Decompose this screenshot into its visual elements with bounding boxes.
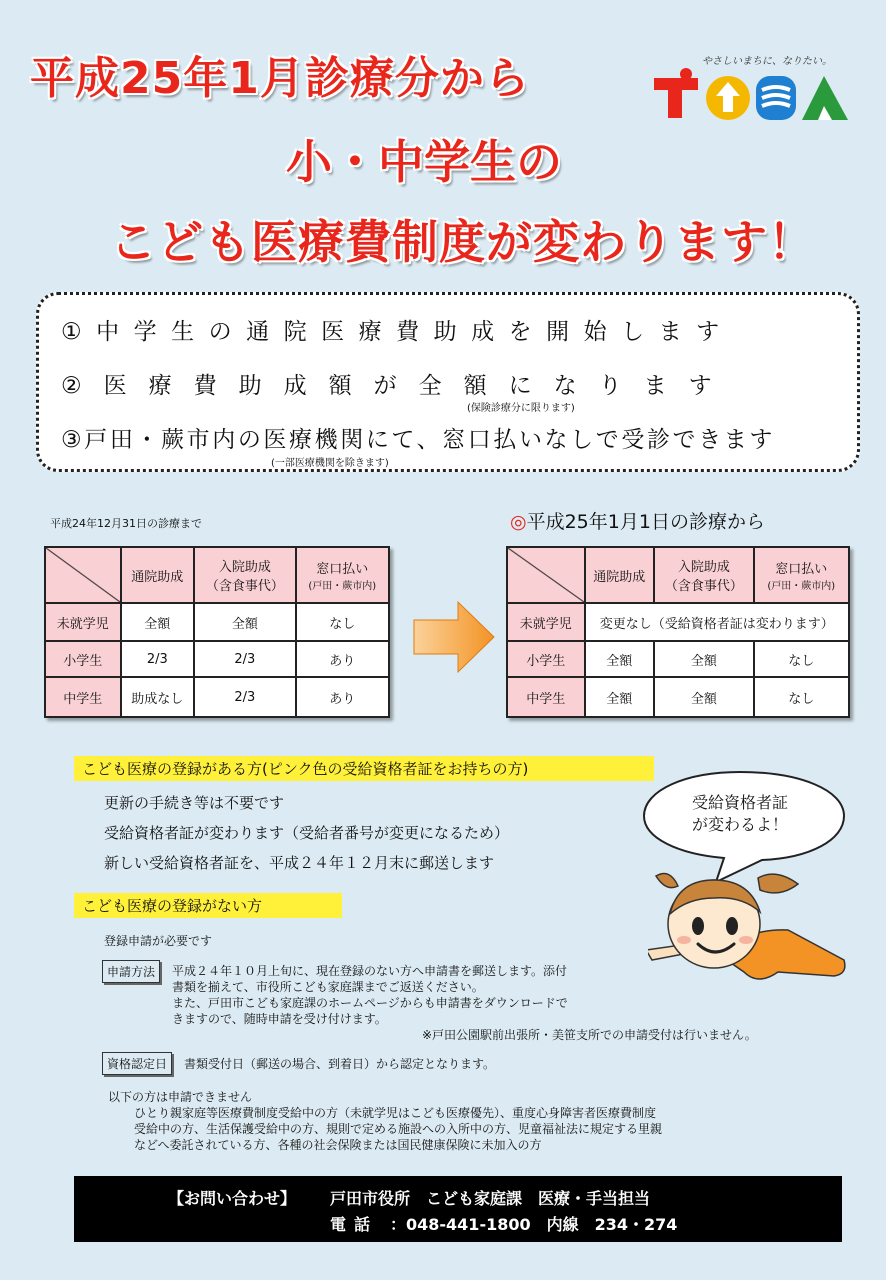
point-2: ②医療費助成額が全額になります — [61, 373, 734, 399]
method-label: 申請方法 — [102, 960, 160, 983]
exclusion-line: などへ委託されている方、各種の社会保険または国民健康保険に未加入の方 — [134, 1138, 542, 1152]
bubble-text: 受給資格者証 が変わるよ！ — [691, 793, 788, 834]
contact-bar — [74, 1176, 842, 1242]
exclusion-line: ひとり親家庭等医療費制度受給中の方（未就学児はこども医療優先）、重度心身障害者医療費制度 — [134, 1106, 657, 1120]
registration-required: 登録申請が必要です — [104, 934, 213, 948]
certification-label: 資格認定日 — [102, 1052, 172, 1075]
table-row: 小学生 2/3 2/3 あり — [45, 641, 389, 677]
header-window-payment: 窓口払い (戸田・蕨市内) — [296, 547, 389, 603]
table-after — [506, 546, 850, 718]
registered-line: 新しい受給資格者証を、平成２４年１２月末に郵送します — [104, 854, 495, 872]
point-2-note: (保険診療分に限ります) — [467, 403, 575, 414]
exclusion-heading: 以下の方は申請できません — [108, 1090, 253, 1104]
headline-line3: こども医療費制度が変わります！ — [110, 215, 815, 269]
registered-heading: こども医療の登録がある方(ピンク色の受給資格者証をお持ちの方) — [74, 756, 654, 781]
certification-text: 書類受付日（郵送の場合、到着日）から認定となります。 — [184, 1057, 496, 1071]
exclusion-line: 受給中の方、生活保護受給中の方、規則で定める施設への入所中の方、児童福祉法に規定する里親 — [134, 1122, 663, 1136]
header-outpatient: 通院助成 — [121, 547, 195, 603]
header-inpatient: 入院助成 （含食事代） — [194, 547, 295, 603]
headline-line2: 小・中学生の — [286, 135, 562, 189]
point-3-note: (一部医療機関を除きます) — [271, 458, 389, 469]
contact-label: 【お問い合わせ】 — [168, 1189, 297, 1208]
headline-line1: 平成25年1月診療分から — [30, 53, 530, 104]
header-outpatient: 通院助成 — [585, 547, 655, 603]
table-row: 未就学児 変更なし（受給資格者証は変わります） — [507, 603, 849, 641]
girl-character-icon — [648, 868, 856, 992]
table-row: 未就学児 全額 全額 なし — [45, 603, 389, 641]
speech-bubble — [640, 770, 862, 884]
point-3: ③戸田・蕨市内の医療機関にて、窓口払いなしで受診できます — [61, 427, 775, 453]
table-before — [44, 546, 390, 718]
double-circle-icon: ◎ — [510, 511, 527, 533]
contact-tel: ：048-441-1800 内線 234・274 — [390, 1215, 678, 1234]
table-corner-cell — [45, 547, 121, 603]
method-note: ※戸田公園駅前出張所・美笹支所での申請受付は行いません。 — [422, 1028, 757, 1042]
key-points-box — [36, 292, 860, 472]
method-line: 書類を揃えて、市役所こども家庭課までご返送ください。 — [172, 980, 484, 994]
header-window-payment: 窓口払い (戸田・蕨市内) — [754, 547, 849, 603]
table-row: 小学生 全額 全額 なし — [507, 641, 849, 677]
table-row: 中学生 全額 全額 なし — [507, 677, 849, 717]
contact-office: 戸田市役所 こども家庭課 医療・手当担当 — [330, 1189, 651, 1208]
toda-city-logo — [650, 52, 855, 122]
logo-letters-icon — [650, 66, 850, 122]
method-line: きますので、随時申請を受け付けます。 — [172, 1012, 387, 1026]
arrow-right-icon — [412, 600, 496, 674]
table-before-caption: 平成24年12月31日の診療まで — [50, 517, 202, 530]
registered-line: 受給資格者証が変わります（受給者番号が変更になるため） — [104, 824, 510, 842]
unregistered-heading: こども医療の登録がない方 — [74, 893, 342, 918]
registered-line: 更新の手続き等は不要です — [104, 794, 285, 812]
method-line: 平成２４年１０月上旬に、現在登録のない方へ申請書を郵送します。添付 — [172, 964, 568, 978]
table-after-caption: ◎平成25年1月1日の診療から — [510, 511, 765, 533]
method-line: また、戸田市こども家庭課のホームページからも申請書をダウンロードで — [172, 996, 568, 1010]
table-corner-cell — [507, 547, 585, 603]
logo-tagline: やさしいまちに、なりたい。 — [702, 56, 832, 67]
header-inpatient: 入院助成 （含食事代） — [654, 547, 753, 603]
contact-tel-label: 電話 — [330, 1215, 379, 1234]
merged-cell: 変更なし（受給資格者証は変わります） — [585, 603, 849, 641]
point-1: ①中学生の通院医療費助成を開始します — [61, 319, 734, 345]
table-row: 中学生 助成なし 2/3 あり — [45, 677, 389, 717]
